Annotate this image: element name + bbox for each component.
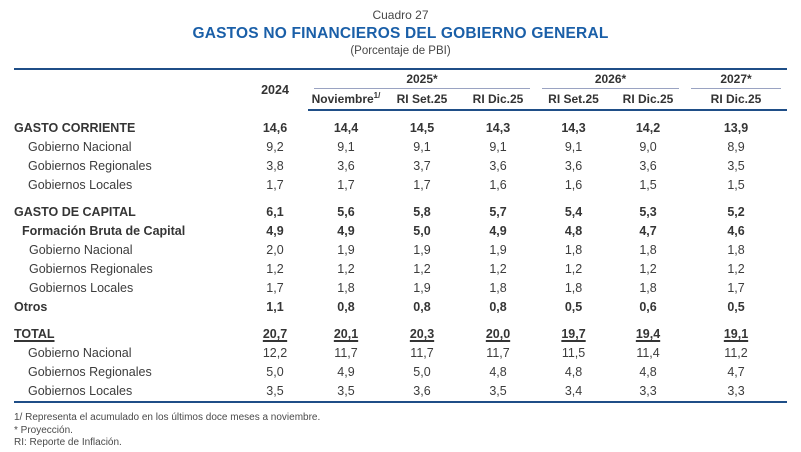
value-cell: 4,8 [564, 365, 583, 379]
table-row [14, 154, 787, 173]
value-cell: 3,6 [489, 159, 507, 173]
value-cell: 20,1 [333, 327, 359, 341]
value-cell: 3,8 [266, 159, 284, 173]
table-row [14, 135, 787, 154]
row-label: GASTO DE CAPITAL [14, 205, 136, 219]
value-cell: 4,8 [564, 224, 583, 238]
value-cell: 14,3 [561, 121, 586, 135]
value-cell: 0,5 [727, 300, 745, 314]
value-cell: 6,1 [266, 205, 284, 219]
column-group-2025-label: 2025* [314, 70, 530, 89]
value-cell: 1,2 [489, 262, 507, 276]
row-label: Gobiernos Regionales [28, 159, 152, 173]
column-subheader: RI Set.25 [384, 89, 460, 110]
value-cell: 1,6 [489, 178, 507, 192]
value-cell: 0,5 [564, 300, 583, 314]
value-cell: 5,6 [337, 205, 355, 219]
row-label: TOTAL [14, 327, 55, 341]
table-row [14, 257, 787, 276]
value-cell: 20,7 [262, 327, 288, 341]
value-cell: 19,4 [635, 327, 661, 341]
value-cell: 8,9 [727, 140, 745, 154]
value-cell: 14,6 [262, 121, 288, 135]
table-row [14, 192, 787, 219]
column-subheader: RI Dic.25 [460, 89, 536, 110]
value-cell: 5,2 [727, 205, 745, 219]
value-cell: 1,2 [564, 262, 583, 276]
value-cell: 11,5 [561, 346, 586, 360]
value-cell: 11,7 [410, 346, 434, 360]
table-row [14, 173, 787, 192]
row-label: Gobierno Nacional [28, 346, 132, 360]
column-group-2026 [536, 69, 685, 89]
row-label: Gobiernos Locales [29, 281, 134, 295]
column-header-2024: 2024 [261, 83, 289, 97]
column-group-2026-label: 2026* [542, 70, 679, 89]
column-subheader: RI Dic.25 [611, 89, 685, 110]
value-cell: 1,2 [727, 262, 745, 276]
value-cell: 11,7 [486, 346, 510, 360]
value-cell: 1,7 [266, 281, 284, 295]
value-cell: 3,7 [413, 159, 431, 173]
value-cell: 0,8 [413, 300, 431, 314]
value-cell: 4,9 [266, 224, 284, 238]
value-cell: 1,7 [337, 178, 355, 192]
value-cell: 1,9 [337, 243, 355, 257]
value-cell: 13,9 [723, 121, 749, 135]
value-cell: 4,9 [337, 365, 355, 379]
value-cell: 0,8 [489, 300, 507, 314]
value-cell: 1,9 [413, 281, 431, 295]
value-cell: 20,0 [485, 327, 511, 341]
value-cell: 19,1 [723, 327, 749, 341]
data-table [14, 68, 787, 401]
value-cell: 3,6 [337, 159, 355, 173]
value-cell: 1,1 [266, 300, 284, 314]
value-cell: 5,7 [489, 205, 507, 219]
row-label: Formación Bruta de Capital [22, 224, 186, 238]
value-cell: 5,8 [413, 205, 431, 219]
table-row [14, 276, 787, 295]
value-cell: 11,2 [724, 346, 748, 360]
value-cell: 1,9 [413, 243, 431, 257]
row-label: Otros [14, 300, 48, 314]
value-cell: 1,5 [727, 178, 745, 192]
value-cell: 1,8 [639, 243, 657, 257]
value-cell: 14,4 [333, 121, 359, 135]
column-subheader: RI Dic.25 [685, 89, 787, 110]
value-cell: 9,1 [564, 140, 583, 154]
value-cell: 3,3 [727, 384, 745, 398]
value-cell: 14,3 [485, 121, 511, 135]
value-cell: 1,8 [564, 281, 583, 295]
table-row [14, 219, 787, 238]
table-caption: Cuadro 27 [372, 8, 429, 22]
value-cell: 9,2 [266, 140, 284, 154]
value-cell: 3,4 [564, 384, 583, 398]
value-cell: 4,7 [727, 365, 745, 379]
value-cell: 11,7 [334, 346, 358, 360]
column-group-2027 [685, 69, 787, 89]
column-group-2025 [308, 69, 536, 89]
empty-label-header [14, 69, 242, 110]
value-cell: 9,0 [639, 140, 657, 154]
table-subtitle: (Porcentaje de PBI) [350, 45, 451, 57]
footnote-line: RI: Reporte de Inflación. [14, 437, 122, 448]
value-cell: 5,0 [266, 365, 284, 379]
value-cell: 9,1 [489, 140, 507, 154]
value-cell: 1,9 [489, 243, 507, 257]
value-cell: 1,2 [337, 262, 355, 276]
value-cell: 1,8 [489, 281, 507, 295]
row-label: Gobiernos Regionales [29, 262, 153, 276]
row-label: Gobiernos Locales [28, 384, 133, 398]
value-cell: 1,2 [413, 262, 431, 276]
value-cell: 3,3 [639, 384, 657, 398]
footnote-line: * Proyección. [14, 424, 73, 436]
table-row [14, 295, 787, 314]
value-cell: 1,2 [639, 262, 657, 276]
value-cell: 14,2 [635, 121, 661, 135]
value-cell: 5,4 [564, 205, 583, 219]
footnote-line: 1/ Representa el acumulado en los últimos doce meses a noviembre. [14, 412, 321, 423]
value-cell: 1,5 [639, 178, 657, 192]
value-cell: 1,8 [337, 281, 355, 295]
value-cell: 11,4 [636, 346, 660, 360]
row-label: Gobiernos Locales [28, 178, 133, 192]
row-label: Gobiernos Regionales [28, 365, 152, 379]
value-cell: 4,8 [639, 365, 657, 379]
value-cell: 3,6 [413, 384, 431, 398]
page-title: GASTOS NO FINANCIEROS DEL GOBIERNO GENERAL [192, 25, 609, 42]
value-cell: 0,6 [639, 300, 657, 314]
table-bottom-rule [14, 401, 787, 403]
column-subheader: Noviembre$^{1/}$ [308, 89, 384, 110]
value-cell: 3,5 [266, 384, 284, 398]
column-subheader: RI Set.25 [536, 89, 611, 110]
value-cell: 1,6 [564, 178, 583, 192]
value-cell: 3,5 [489, 384, 507, 398]
value-cell: 12,2 [262, 346, 288, 360]
value-cell: 0,8 [337, 300, 355, 314]
table-row [14, 238, 787, 257]
value-cell: 3,5 [337, 384, 355, 398]
table-row [14, 360, 787, 379]
footnotes [14, 412, 787, 450]
value-cell: 3,5 [727, 159, 745, 173]
table-row [14, 314, 787, 341]
value-cell: 4,9 [337, 224, 355, 238]
value-cell: 4,6 [727, 224, 745, 238]
value-cell: 1,7 [727, 281, 745, 295]
header-group-row [14, 69, 787, 89]
value-cell: 19,7 [561, 327, 586, 341]
value-cell: 1,2 [266, 262, 284, 276]
value-cell: 1,7 [266, 178, 284, 192]
value-cell: 4,7 [639, 224, 657, 238]
value-cell: 1,8 [727, 243, 745, 257]
value-cell: 9,1 [413, 140, 431, 154]
value-cell: 1,7 [413, 178, 431, 192]
column-group-2027-label: 2027* [691, 70, 781, 89]
table-row [14, 110, 787, 135]
value-cell: 2,0 [266, 243, 284, 257]
value-cell: 5,0 [413, 365, 431, 379]
value-cell: 4,8 [489, 365, 507, 379]
value-cell: 3,6 [564, 159, 583, 173]
value-cell: 20,3 [409, 327, 435, 341]
row-label: Gobierno Nacional [28, 140, 132, 154]
value-cell: 1,8 [564, 243, 583, 257]
value-cell: 3,6 [639, 159, 657, 173]
value-cell: 1,8 [639, 281, 657, 295]
table-row [14, 379, 787, 401]
row-label: GASTO CORRIENTE [14, 121, 136, 135]
value-cell: 5,3 [639, 205, 657, 219]
value-cell: 5,0 [413, 224, 431, 238]
value-cell: 14,5 [409, 121, 435, 135]
row-label: Gobierno Nacional [29, 243, 133, 257]
value-cell: 4,9 [489, 224, 507, 238]
value-cell: 9,1 [337, 140, 355, 154]
table-row [14, 341, 787, 360]
